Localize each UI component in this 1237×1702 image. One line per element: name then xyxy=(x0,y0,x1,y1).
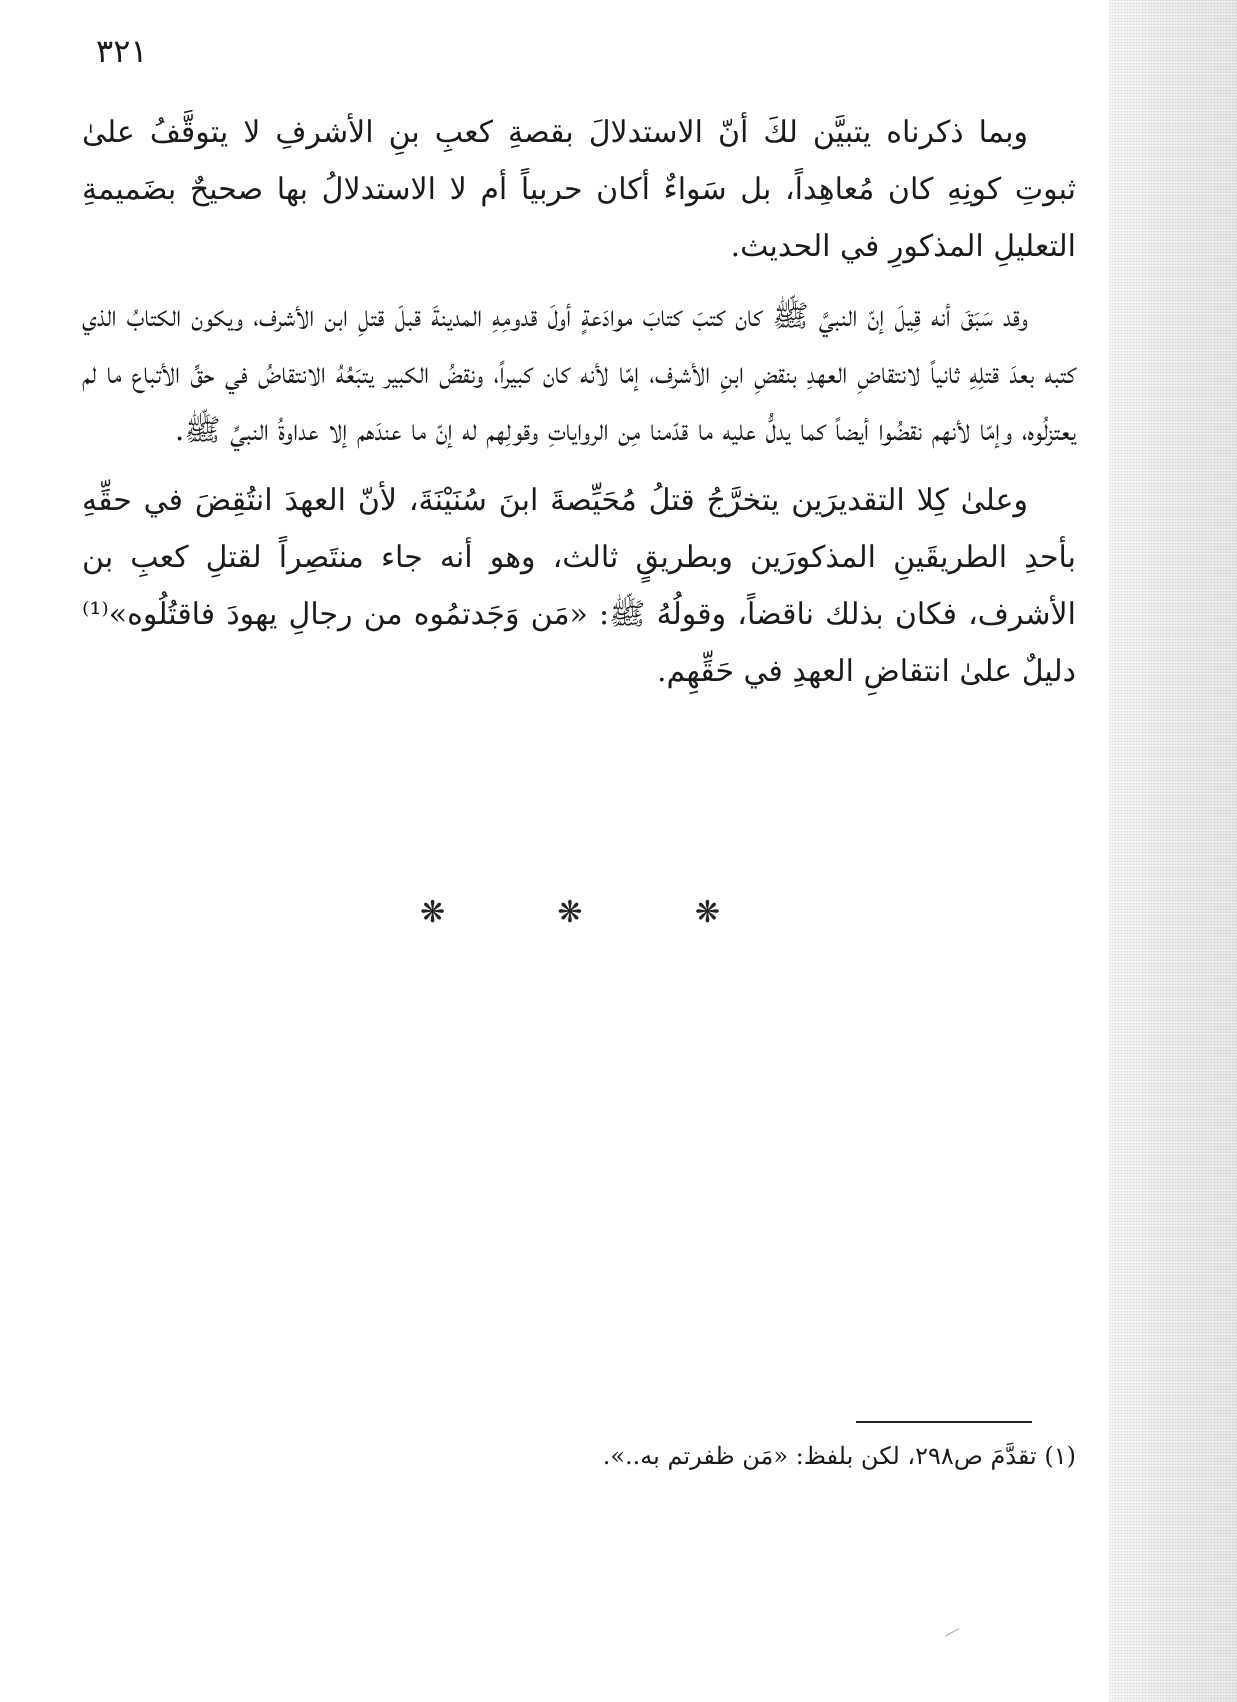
footnote: (١) تقدَّمَ ص٢٩٨، لكن بلفظ: «مَن ظفرتم به..». xyxy=(602,1442,1076,1470)
scan-artifact xyxy=(945,1628,959,1637)
section-divider xyxy=(420,895,720,930)
main-text xyxy=(82,104,1076,713)
footnote-separator xyxy=(856,1421,1032,1423)
paragraph: وعلىٰ كِلا التقديرَين يتخرَّجُ قتلُ مُحَيِّصةَ ابنَ سُنَيْنَةَ، لأنّ العهدَ انتُقِضَ في حقِّهِ بأحدِ الطريقَينِ المذكورَين وبطريقٍ ثالث، وهو أنه جاء منتَصِراً لقتلِ كعبِ بن الأشرف، فكان بذلك ناقضاً، وقولُهُ ﷺ: «مَن وَجَدتمُوه من رجالِ يهودَ فاقتُلُوه»⁽¹⁾ دليلٌ علىٰ انتقاضِ العهدِ في حَقِّهِم. xyxy=(82,483,1076,689)
page-number: ٣٢١ xyxy=(96,32,148,70)
paragraph: وقد سَبَقَ أنه قِيلَ إنّ النبيَّ ﷺ كان كتبَ كتابَ موادَعةٍ أولَ قدومِهِ المدينةَ قبلَ قتلِ ابن الأشرف، ويكون الكتابُ الذي كتبه بعدَ قتلِهِ ثانياً لانتقاضِ العهدِ بنقضِ ابنِ الأشرف، إمّا لأنه كان كبيراً، ونقضُ الكبير يتبَعُهُ الانتقاضُ في حقِّ الأتباع ما لم يعتزلُوه، وإمّا لأنهم نقضُوا أيضاً كما يدلُّ عليه ما قدّمنا مِن الرواياتِ وقولِهم له إنّ ما عندَهم إلا عداوةُ النبيِّ ﷺ. xyxy=(82,299,1076,448)
paragraph: وبما ذكرناه يتبيَّن لكَ أنّ الاستدلالَ بقصةِ كعبِ بنِ الأشرفِ لا يتوقَّفُ علىٰ ثبوتِ كونِهِ كان مُعاهِداً، بل سَواءٌ أكان حربياً أم لا الاستدلالُ بها صحيحٌ بضَميمةِ التعليلِ المذكورِ في الحديث. xyxy=(82,115,1076,264)
scan-edge-shadow xyxy=(1109,0,1237,1702)
asterism-ornament: ❋ xyxy=(557,895,583,930)
asterism-ornament: ❋ xyxy=(420,895,446,930)
asterism-ornament: ❋ xyxy=(694,895,720,930)
